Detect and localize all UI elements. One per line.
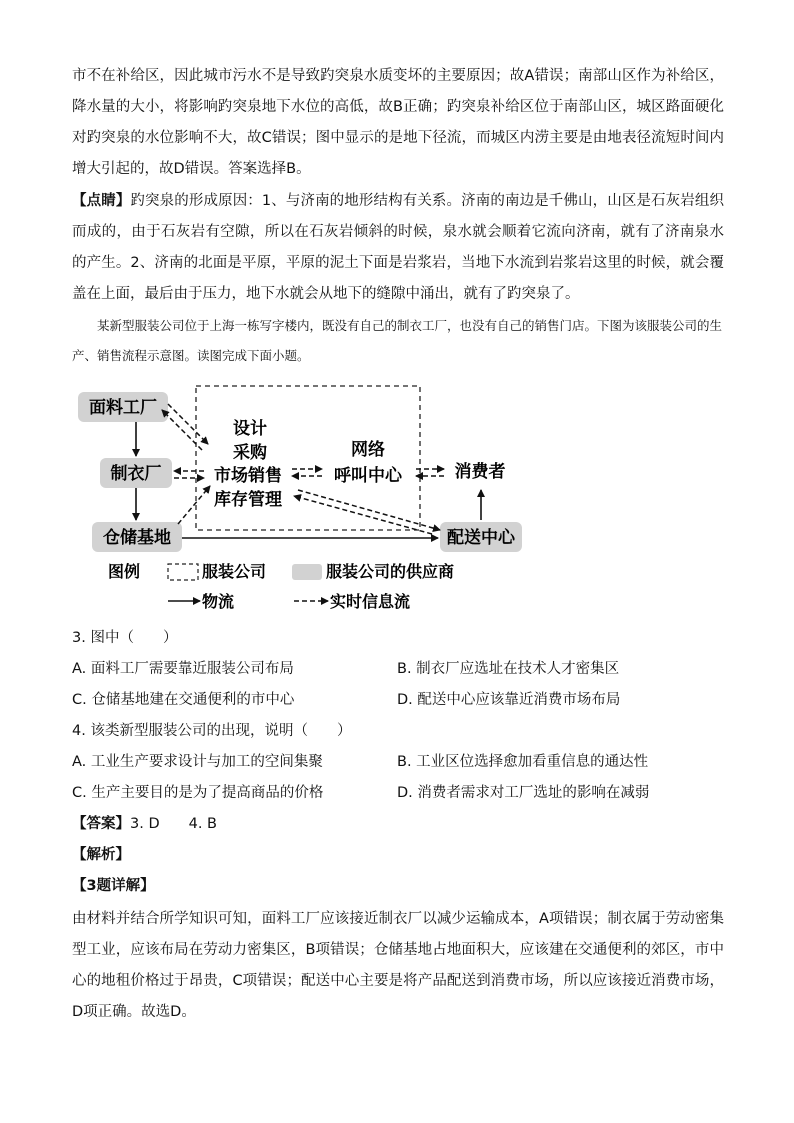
answer-label: 【答案】 <box>72 816 130 832</box>
legend-company-swatch <box>168 564 198 580</box>
info-arrow-company-to-distribution <box>298 490 440 530</box>
answer-text: 3. D 4. B <box>130 816 217 832</box>
legend-logistics-label: 物流 <box>202 592 235 611</box>
question-4-option-a: A. 工业生产要求设计与加工的空间集聚 <box>72 754 323 770</box>
question-4-stem: 4. 该类新型服装公司的出现，说明（ ） <box>72 723 352 739</box>
node-consumer: 消费者 <box>454 462 506 482</box>
info-arrow-warehouse-to-company <box>178 486 210 524</box>
question-3-option-d: D. 配送中心应该靠近消费市场布局 <box>397 692 621 708</box>
node-market-sales: 市场销售 <box>214 466 282 486</box>
comment-paragraph <box>72 186 724 310</box>
question-3-option-a: A. 面料工厂需要靠近服装公司布局 <box>72 661 294 677</box>
production-sales-diagram <box>60 378 540 618</box>
material-paragraph: 某新型服装公司位于上海一栋写字楼内，既没有自己的制衣工厂，也没有自己的销售门店。下图为该服装公司的生产、销售流程示意图。读图完成下面小题。 <box>72 318 723 363</box>
info-arrow-distribution-to-company <box>294 496 432 534</box>
node-purchase: 采购 <box>233 443 267 463</box>
question-4-option-b: B. 工业区位选择愈加看重信息的通达性 <box>397 754 649 770</box>
node-fabric-factory: 面料工厂 <box>89 398 157 418</box>
node-inventory: 库存管理 <box>214 490 282 510</box>
node-call-center: 呼叫中心 <box>334 466 402 486</box>
node-garment-factory: 制衣厂 <box>110 464 162 484</box>
legend-company-label: 服装公司 <box>202 562 267 581</box>
detail-label: 【3题详解】 <box>72 878 155 894</box>
question-3-stem: 3. 图中（ ） <box>72 630 178 646</box>
legend-supplier-label: 服装公司的供应商 <box>326 562 455 581</box>
info-arrow-fabric-to-company <box>168 404 208 444</box>
question-3-option-c: C. 仓储基地建在交通便利的市中心 <box>72 692 295 708</box>
node-distribution: 配送中心 <box>447 528 515 548</box>
legend-info-label: 实时信息流 <box>330 592 411 611</box>
node-design: 设计 <box>233 419 267 439</box>
explanation-paragraph: 市不在补给区，因此城市污水不是导致趵突泉水质变坏的主要原因；故A错误；南部山区作为补给区，降水量的大小，将影响趵突泉地下水位的高低，故B正确；趵突泉补给区位于南部山区，城区路面硬化对趵突泉的水位影响不大，故C错误；图中显示的是地下径流，而城区内涝主要是由地表径流短时间内增大引起的，故D错误。答案选择B。 <box>72 68 724 177</box>
question-3-option-b: B. 制衣厂应选址在技术人才密集区 <box>397 661 620 677</box>
question-4-option-d: D. 消费者需求对工厂选址的影响在减弱 <box>397 785 650 801</box>
answer-line <box>72 814 217 834</box>
node-network: 网络 <box>351 440 385 460</box>
node-warehouse: 仓储基地 <box>103 528 171 548</box>
legend-supplier-swatch <box>292 564 322 580</box>
comment-label: 【点睛】 <box>72 193 131 209</box>
comment-text: 趵突泉的形成原因：1、与济南的地形结构有关系。济南的南边是千佛山，山区是石灰岩组织而成的，由于石灰岩有空隙，所以在石灰岩倾斜的时候，泉水就会顺着它流向济南，就有了济南泉水的产生。2、济南的北面是平原，平原的泥土下面是岩浆岩，当地下水流到岩浆岩这里的时候，就会覆盖在上面，最后由于压力，地下水就会从地下的缝隙中涌出，就有了趵突泉了。 <box>72 193 724 302</box>
detail-paragraph: 由材料并结合所学知识可知，面料工厂应该接近制衣厂以减少运输成本，A项错误；制衣属于劳动密集型工业，应该布局在劳动力密集区，B项错误；仓储基地占地面积大，应该建在交通便利的郊区，市中心的地租价格过于昂贵，C项错误；配送中心主要是将产品配送到消费市场，所以应该接近消费市场，D项正确。故选D。 <box>72 911 724 1020</box>
legend-title: 图例 <box>108 562 141 581</box>
analysis-label: 【解析】 <box>72 847 130 863</box>
question-4-option-c: C. 生产主要目的是为了提高商品的价格 <box>72 785 324 801</box>
